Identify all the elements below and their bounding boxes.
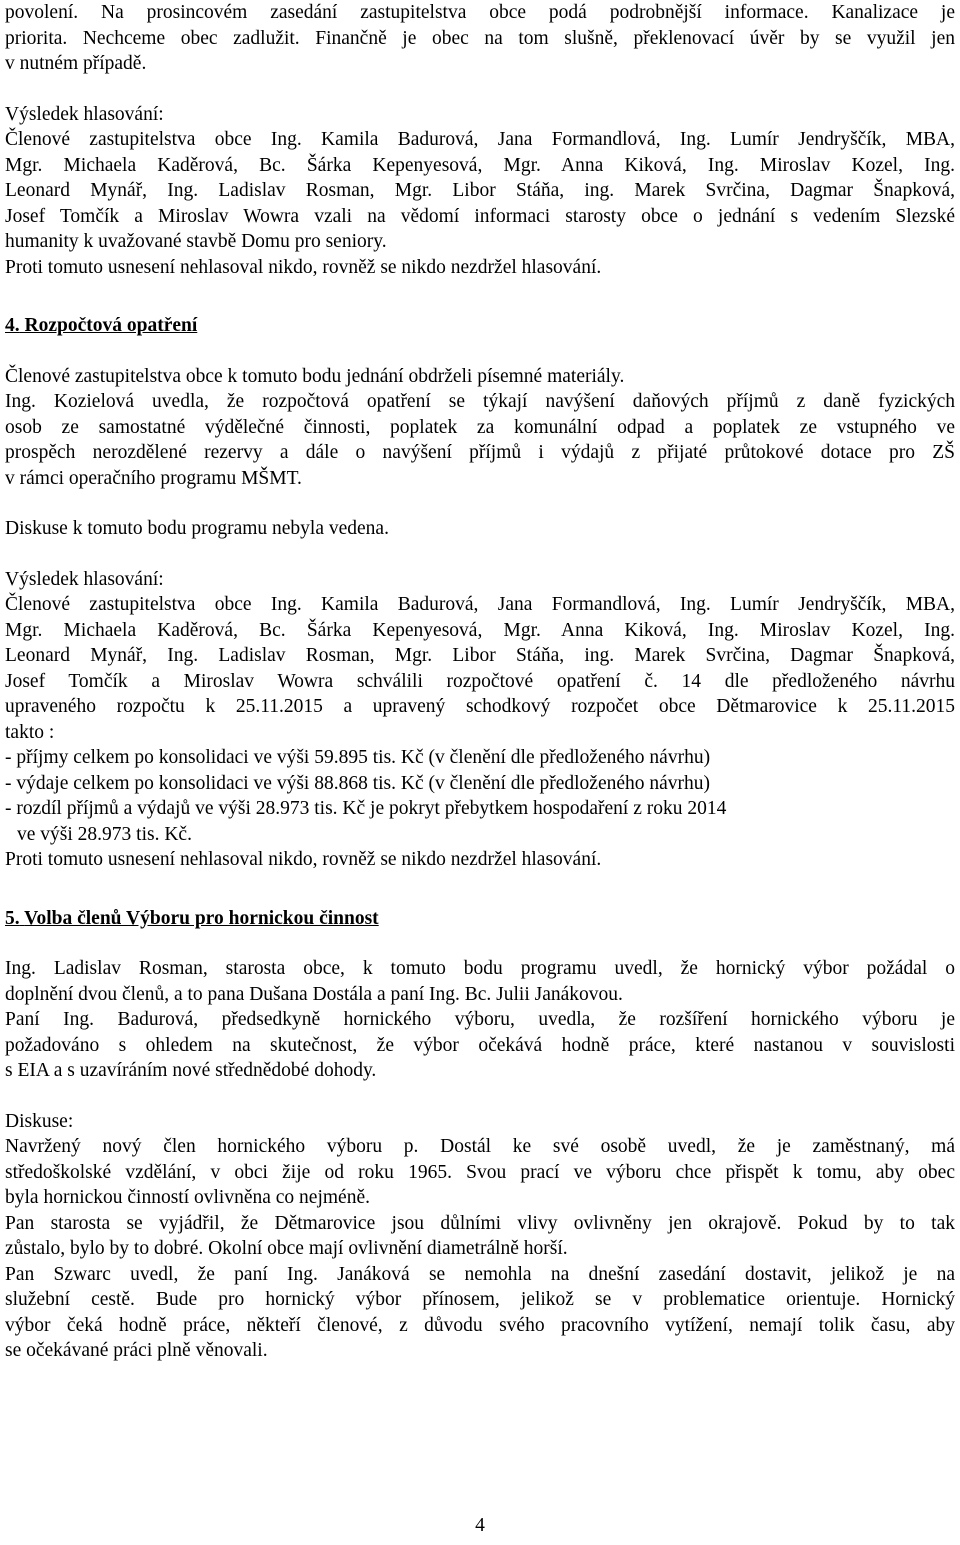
text-line: upraveného rozpočtu k 25.11.2015 a upravený schodkový rozpočet obce Dětmarovice k 25.11.2015 (5, 696, 955, 717)
text-line: zůstalo, bylo by to dobré. Okolní obce mají ovlivnění diametrálně horší. (5, 1238, 568, 1259)
voting-result-label: Výsledek hlasování: (5, 103, 164, 125)
text-line: v nutném případě. (5, 53, 147, 74)
text-line: Ing. Kozielová uvedla, že rozpočtová opatření se týkají navýšení daňových příjmů z daně fyzických (5, 391, 955, 412)
text-line: prospěch nerozdělené rezervy a dále o navýšení příjmů i výdajů z přijaté průtokové dotace pro ZŠ (5, 442, 955, 463)
document-page (5, 0, 955, 1364)
text-line: Paní Ing. Badurová, předsedkyně hornického výboru, uvedla, že rozšíření hornického výboru je (5, 1009, 955, 1030)
text-line: povolení. Na prosincovém zasedání zastupitelstva obce podá podrobnější informace. Kanalizace je (5, 2, 955, 23)
budget-item-expenditure: - výdaje celkem po konsolidaci ve výši 88.868 tis. Kč (v členění dle předloženého návrhu) (5, 772, 711, 794)
text-line: Proti tomuto usnesení nehlasoval nikdo, rovněž se nikdo nezdržel hlasování. (5, 849, 602, 870)
text-line: osob ze samostatné výdělečné činnosti, poplatek za komunální odpad a poplatek ze vstupného ve (5, 416, 955, 438)
section-number: 5. (5, 907, 20, 929)
text-line: Členové zastupitelstva obce k tomuto bodu jednání obdrželi písemné materiály. (5, 365, 625, 387)
budget-item-revenue: - příjmy celkem po konsolidaci ve výši 59.895 tis. Kč (v členění dle předloženého návrhu) (5, 747, 711, 768)
text-line: humanity k uvažované stavbě Domu pro seniory. (5, 231, 387, 252)
voting-result-label: Výsledek hlasování: (5, 568, 164, 590)
section-heading-5 (5, 906, 955, 932)
section-number: 4. (5, 315, 20, 336)
text-line: takto : (5, 721, 55, 743)
text-line: Leonard Mynář, Ing. Ladislav Rosman, Mgr. Libor Stáňa, ing. Marek Svrčina, Dagmar Šnapková, (5, 180, 955, 201)
budget-item-difference: - rozdíl příjmů a výdajů ve výši 28.973 tis. Kč je pokryt přebytkem hospodaření z roku 2014 (5, 798, 727, 819)
paragraph-discussion-none (5, 516, 955, 542)
text-line: Diskuse k tomuto bodu programu nebyla vedena. (5, 518, 389, 539)
paragraph-sewerage (5, 0, 955, 77)
text-line: priorita. Nechceme obec zadlužit. Finančně je obec na tom slušně, překlenovací úvěr by se využil jen (5, 27, 955, 49)
text-line: doplnění dvou členů, a to pana Dušana Dostála a paní Ing. Bc. Julii Janákovou. (5, 983, 623, 1005)
text-line: Mgr. Michaela Kaděrová, Bc. Šárka Kepenyesová, Mgr. Anna Kiková, Ing. Miroslav Kozel, Ing. (5, 619, 955, 641)
text-line: Pan Szwarc uvedl, že paní Ing. Janáková se nemohla na dnešní zasedání dostavit, jelikož je na (5, 1263, 955, 1285)
section-heading-4 (5, 313, 955, 339)
text-line: Leonard Mynář, Ing. Ladislav Rosman, Mgr. Libor Stáňa, ing. Marek Svrčina, Dagmar Šnapková, (5, 645, 955, 666)
text-line: Členové zastupitelstva obce Ing. Kamila Badurová, Jana Formandlová, Ing. Lumír Jendryščík, MBA, (5, 594, 955, 615)
discussion-label: Diskuse: (5, 1110, 74, 1132)
text-line: se očekávané práci plně věnovali. (5, 1340, 268, 1361)
paragraph-discussion (5, 1109, 955, 1364)
text-line: Mgr. Michaela Kaděrová, Bc. Šárka Kepenyesová, Mgr. Anna Kiková, Ing. Miroslav Kozel, Ing. (5, 154, 955, 176)
voting-result-block-3 (5, 102, 955, 281)
text-line: požadováno s ohledem na skutečnost, že výbor očekává hodně práce, které nastanou v souvislosti (5, 1034, 955, 1056)
text-line: Josef Tomčík a Miroslav Wowra vzali na vědomí informaci starosty obce o jednání s vedením Slezské (5, 205, 955, 227)
text-line: v rámci operačního programu MŠMT. (5, 467, 302, 489)
text-line: Proti tomuto usnesení nehlasoval nikdo, rovněž se nikdo nezdržel hlasování. (5, 256, 602, 278)
text-line: Josef Tomčík a Miroslav Wowra schválili rozpočtové opatření č. 14 dle předloženého návrhu (5, 670, 955, 692)
voting-result-block-4 (5, 567, 955, 873)
text-line: středoškolské vzdělání, v obci žije od roku 1965. Svou prací ve výboru chce přispět k tomu, aby obec (5, 1161, 955, 1183)
section-title: Rozpočtová opatření (24, 315, 198, 336)
paragraph-mining-committee (5, 956, 955, 1084)
text-line: Pan starosta se vyjádřil, že Dětmarovice jsou důlními vlivy ovlivněny jen okrajově. Pokud by to tak (5, 1212, 955, 1234)
text-line: s EIA a s uzavíráním nové střednědobé dohody. (5, 1060, 377, 1081)
text-line: ve výši 28.973 tis. Kč. (17, 823, 192, 845)
text-line: Ing. Ladislav Rosman, starosta obce, k tomuto bodu programu uvedl, že hornický výbor požádal o (5, 958, 955, 979)
text-line: výbor čeká hodně práce, někteří členové, z důvodu svého pracovního vytížení, nemají tolik času, aby (5, 1314, 955, 1336)
text-line: služební cestě. Bude pro hornický výbor přínosem, jelikož se v problematice orientuje. Hornický (5, 1289, 955, 1310)
section-title: Volba členů Výboru pro hornickou činnost (24, 907, 379, 929)
text-line: Členové zastupitelstva obce Ing. Kamila Badurová, Jana Formandlová, Ing. Lumír Jendryščík, MBA, (5, 129, 955, 150)
page-number: 4 (475, 1515, 485, 1536)
paragraph-budget-measures (5, 364, 955, 492)
text-line: byla hornickou činností ovlivněna co nejméně. (5, 1187, 370, 1208)
text-line: Navržený nový člen hornického výboru p. Dostál ke své osobě uvedl, že je zaměstnaný, má (5, 1136, 955, 1157)
